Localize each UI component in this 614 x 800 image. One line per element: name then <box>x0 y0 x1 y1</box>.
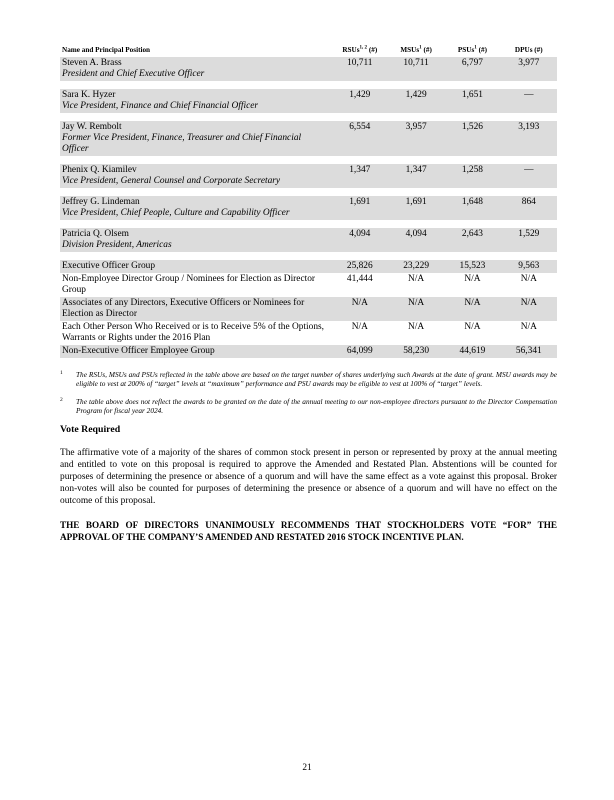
table-row <box>60 164 557 188</box>
header-dpu: DPUs (#) <box>514 46 543 54</box>
executive-cell <box>60 164 332 188</box>
row-spacer <box>60 113 557 121</box>
value-dpu: N/A <box>520 322 537 332</box>
executive-cell <box>60 57 332 81</box>
value-rsu: 6,554 <box>332 121 388 156</box>
table-row <box>60 196 557 220</box>
spacer-cell <box>60 156 557 164</box>
table-header-row <box>60 46 557 57</box>
group-name: Associates of any Directors, Executive Officers or Nominees for Election as Director <box>60 297 332 321</box>
spacer-cell <box>60 81 557 89</box>
row-spacer <box>60 156 557 164</box>
vote-required-heading: Vote Required <box>60 424 121 435</box>
value-dpu: 56,341 <box>501 345 557 358</box>
footnote-text: The RSUs, MSUs and PSUs reflected in the table above are based on the target number of shares underlying such Awards at the date of grant. MSU awards may be eligible to vest at 200% of “target” levels at “maximum” performance and PSU awards may be eligible to vest at 100% of “target” levels. <box>76 370 557 388</box>
executive-cell <box>60 228 332 252</box>
value-psu: 15,523 <box>444 260 500 273</box>
table-row <box>60 297 557 321</box>
executive-cell <box>60 89 332 113</box>
spacer-cell <box>60 188 557 196</box>
executive-title: President and Chief Executive Officer <box>62 69 205 79</box>
table-row <box>60 228 557 252</box>
executive-name: Patricia Q. Olsem <box>62 229 129 239</box>
value-msu: 58,230 <box>388 345 444 358</box>
value-dpu: 1,529 <box>501 228 557 252</box>
spacer-cell <box>60 113 557 121</box>
row-spacer <box>60 188 557 196</box>
value-psu: 1,526 <box>444 121 500 156</box>
row-spacer <box>60 220 557 228</box>
value-dpu: N/A <box>520 274 537 284</box>
value-rsu: 25,826 <box>332 260 388 273</box>
footnotes <box>60 370 557 415</box>
table-row <box>60 121 557 156</box>
value-dpu: 3,977 <box>501 57 557 81</box>
value-rsu: 4,094 <box>332 228 388 252</box>
value-psu: 1,258 <box>444 164 500 188</box>
group-name: Each Other Person Who Received or is to Receive 5% of the Options, Warrants or Rights under the 2016 Plan <box>62 322 324 343</box>
table-row <box>60 89 557 113</box>
group-name: Executive Officer Group <box>60 260 332 273</box>
header-psu: PSUs$^1$ (#) <box>457 45 487 54</box>
executive-name: Sara K. Hyzer <box>62 90 116 100</box>
value-msu: 1,691 <box>388 196 444 220</box>
value-dpu: — <box>501 89 557 113</box>
value-msu: 10,711 <box>388 57 444 81</box>
vote-required-paragraph: The affirmative vote of a majority of the shares of common stock present in person or represented by proxy at the annual meeting and entitled to vote on this proposal is required to approve the Amended and Restated Plan. Abstentions will be counted for purposes of determining the presence or absence of a quorum and will have the same effect as a vote against this proposal. Broker non-votes will also be counted for purposes of determining the presence or absence of a quorum and will have no effect on the outcome of this proposal. <box>60 448 557 506</box>
value-dpu: 9,563 <box>501 260 557 273</box>
value-rsu: N/A <box>351 322 368 332</box>
footnote-mark: 1 <box>60 370 63 376</box>
value-dpu: N/A <box>501 297 557 321</box>
page-number: 21 <box>302 763 312 773</box>
value-dpu: 3,193 <box>501 121 557 156</box>
value-dpu: — <box>501 164 557 188</box>
group-name: Non-Employee Director Group / Nominees for Election as Director Group <box>62 274 316 295</box>
value-msu: 1,347 <box>388 164 444 188</box>
table-row <box>60 57 557 81</box>
value-rsu: 10,711 <box>332 57 388 81</box>
row-spacer <box>60 81 557 89</box>
value-psu: 1,648 <box>444 196 500 220</box>
footnote <box>60 397 557 415</box>
value-msu: N/A <box>408 274 425 284</box>
value-rsu: N/A <box>332 297 388 321</box>
footnote-mark: 2 <box>60 397 63 403</box>
value-rsu: 1,429 <box>332 89 388 113</box>
executive-name: Steven A. Brass <box>62 58 122 68</box>
header-name: Name and Principal Position <box>62 46 151 54</box>
value-msu: 4,094 <box>388 228 444 252</box>
executive-cell <box>60 196 332 220</box>
executive-title: Former Vice President, Finance, Treasurer and Chief Financial Officer <box>62 133 302 154</box>
value-psu: 44,619 <box>444 345 500 358</box>
executive-name: Phenix Q. Kiamilev <box>62 165 137 175</box>
table-row <box>60 345 557 358</box>
value-rsu: 64,099 <box>332 345 388 358</box>
spacer-cell <box>60 220 557 228</box>
value-psu: N/A <box>464 274 481 284</box>
value-psu: N/A <box>464 322 481 332</box>
executive-title: Vice President, General Counsel and Corporate Secretary <box>62 176 281 186</box>
executive-name: Jay W. Rembolt <box>62 122 122 132</box>
table-row <box>60 321 557 345</box>
footnote <box>60 370 557 388</box>
value-msu: N/A <box>408 322 425 332</box>
value-msu: 23,229 <box>388 260 444 273</box>
header-msu: MSUs$^1$ (#) <box>400 45 432 54</box>
header-rsu: RSUs$^{1, 2}$ (#) <box>342 45 378 54</box>
executive-title: Vice President, Finance and Chief Financial Officer <box>62 101 259 111</box>
value-msu: 1,429 <box>388 89 444 113</box>
value-psu: 6,797 <box>444 57 500 81</box>
footnote-text: The table above does not reflect the awards to be granted on the date of the annual meeting to our non-employee directors pursuant to the Director Compensation Program for fiscal year 2024. <box>76 397 557 415</box>
awards-table <box>60 46 557 358</box>
value-rsu: 1,347 <box>332 164 388 188</box>
executive-title: Vice President, Chief People, Culture and Capability Officer <box>62 208 290 218</box>
executive-name: Jeffrey G. Lindeman <box>62 197 140 207</box>
value-dpu: 864 <box>501 196 557 220</box>
value-psu: 2,643 <box>444 228 500 252</box>
executive-cell <box>60 121 332 156</box>
executive-title: Division President, Americas <box>62 240 172 250</box>
board-recommendation: THE BOARD OF DIRECTORS UNANIMOUSLY RECOMMENDS THAT STOCKHOLDERS VOTE “FOR” THE APPROVAL OF THE COMPANY’S AMENDED AND RESTATED 2016 STOCK INCENTIVE PLAN. <box>60 520 557 542</box>
value-msu: 3,957 <box>388 121 444 156</box>
value-rsu: 41,444 <box>346 274 373 284</box>
value-rsu: 1,691 <box>332 196 388 220</box>
group-name: Non-Executive Officer Employee Group <box>60 345 332 358</box>
value-psu: N/A <box>444 297 500 321</box>
table-row <box>60 273 557 297</box>
table-row <box>60 260 557 273</box>
row-spacer <box>60 252 557 260</box>
spacer-cell <box>60 252 557 260</box>
value-psu: 1,651 <box>444 89 500 113</box>
document-page <box>60 46 557 543</box>
value-msu: N/A <box>388 297 444 321</box>
